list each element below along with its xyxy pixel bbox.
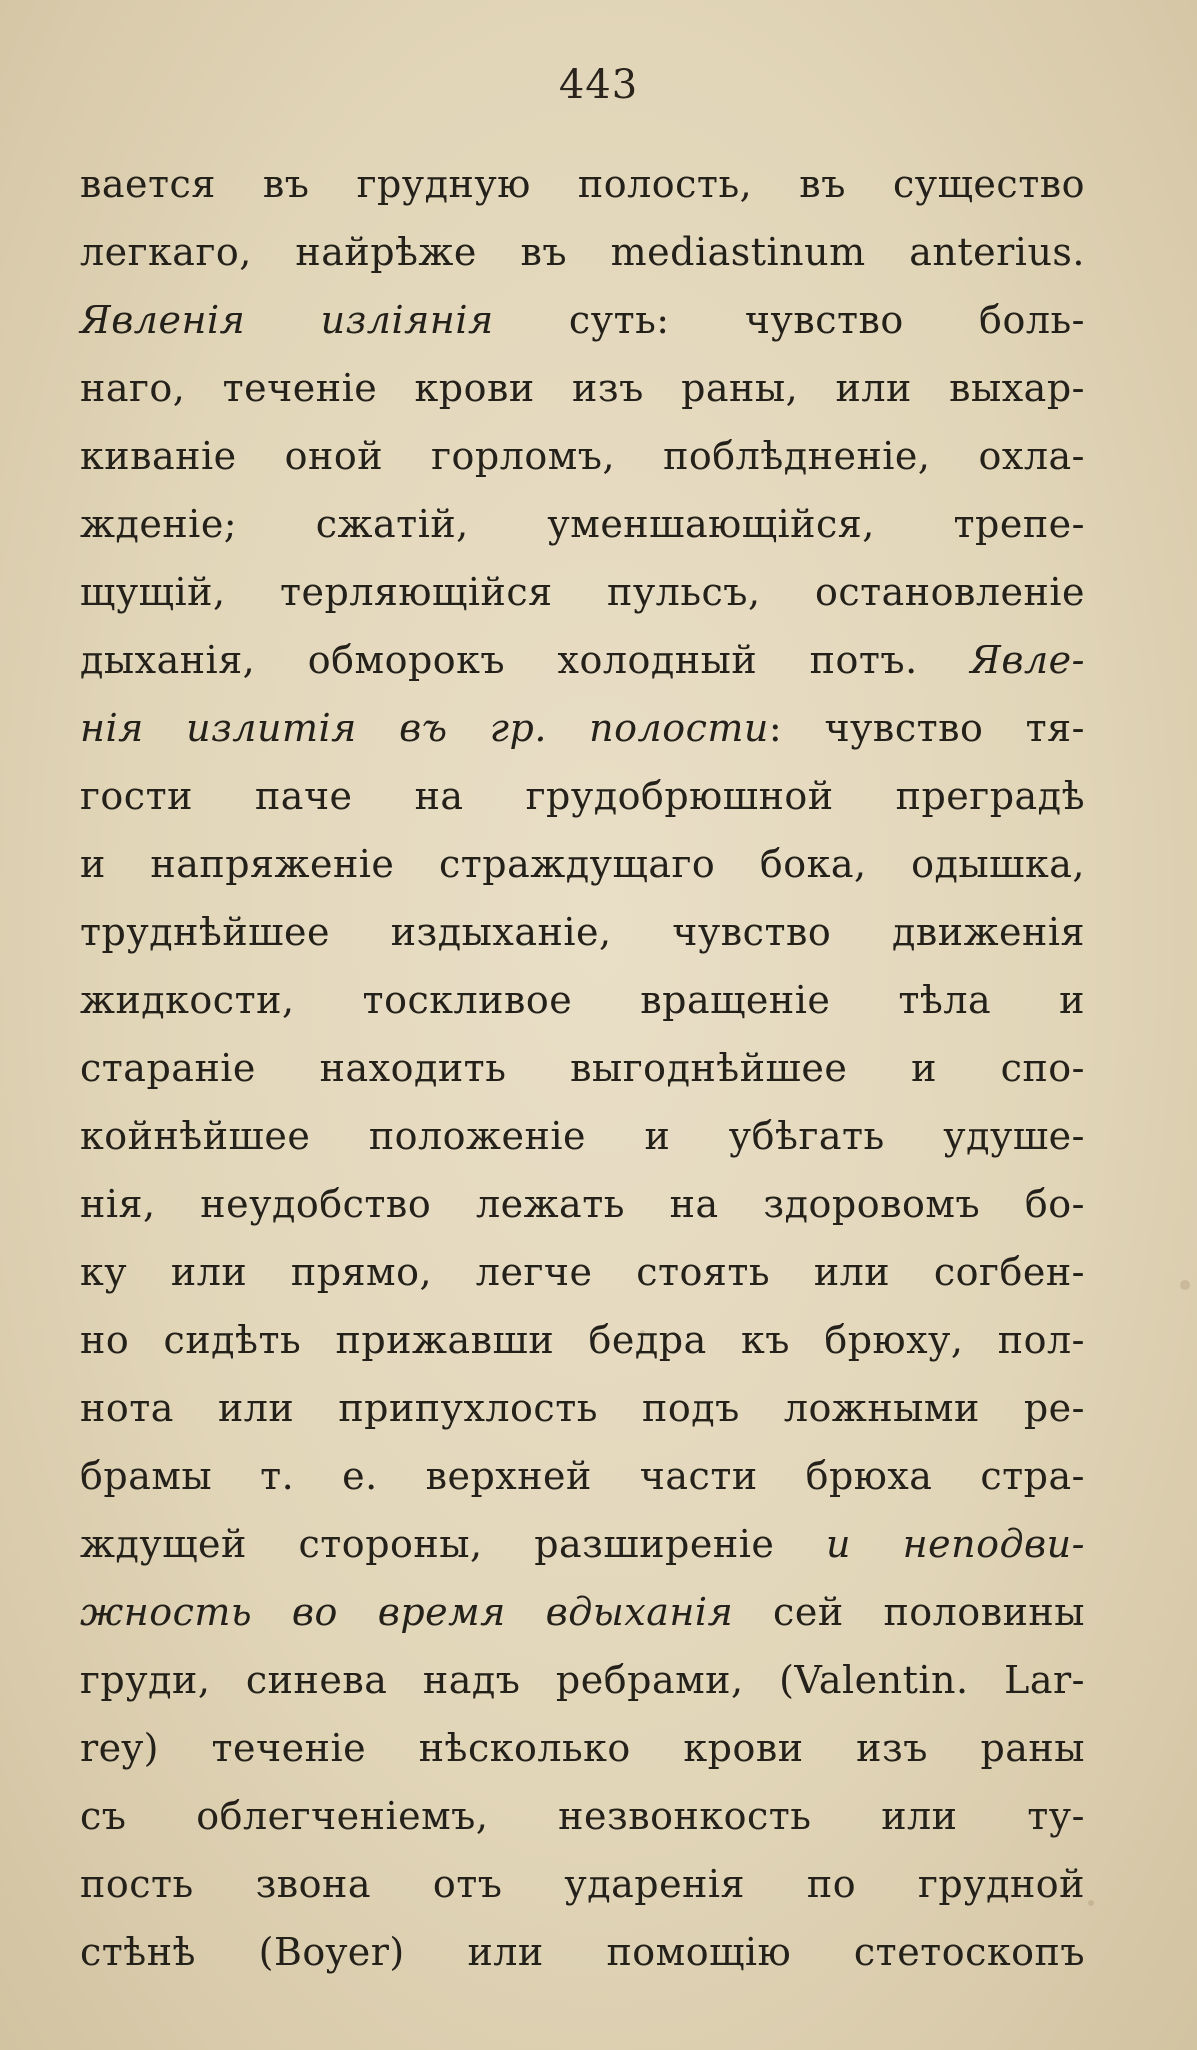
- text-line: [80, 286, 1085, 354]
- text-segment: койнѣйшее положеніе и убѣгать удуше-: [80, 1114, 1085, 1158]
- text-line: [80, 1442, 1085, 1510]
- text-line: [80, 1510, 1085, 1578]
- text-line: [80, 354, 1085, 422]
- text-segment: съ облегченіемъ, незвонкость или ту-: [80, 1794, 1085, 1838]
- text-line: [80, 1714, 1085, 1782]
- text-line: [80, 1918, 1085, 1986]
- text-segment: киваніе оной горломъ, поблѣдненіе, охла-: [80, 434, 1085, 478]
- paper-stain: [1088, 1900, 1094, 1906]
- text-line: [80, 558, 1085, 626]
- text-segment: стараніе находить выгоднѣйшее и спо-: [80, 1046, 1085, 1090]
- text-segment: наго, теченіе крови изъ раны, или выхар-: [80, 366, 1085, 410]
- text-line: [80, 1850, 1085, 1918]
- text-line: [80, 1782, 1085, 1850]
- text-line: [80, 490, 1085, 558]
- text-segment: нота или припухлость подъ ложными ре-: [80, 1386, 1085, 1430]
- text-segment: стѣнѣ (Boyer) или помощію стетоскопъ: [80, 1930, 1085, 1974]
- text-segment: легкаго, найрѣже въ mediastinum anterius.: [80, 230, 1085, 274]
- text-segment: rey) теченіе нѣсколько крови изъ раны: [80, 1726, 1085, 1770]
- text-segment: щущій, терляющійся пульсъ, остановленіе: [80, 570, 1085, 614]
- text-line: [80, 1170, 1085, 1238]
- text-line: [80, 830, 1085, 898]
- text-segment: нія, неудобство лежать на здоровомъ бо-: [80, 1182, 1085, 1226]
- text-line: [80, 150, 1085, 218]
- text-line: [80, 1034, 1085, 1102]
- text-segment: сей половины: [733, 1590, 1085, 1634]
- text-line: [80, 694, 1085, 762]
- text-segment: труднѣйшее издыханіе, чувство движенія: [80, 910, 1085, 954]
- page-number: 443: [558, 62, 639, 108]
- text-segment: суть: чувство боль-: [493, 298, 1085, 342]
- italic-text: нія излитія въ гр. полости: [80, 706, 769, 750]
- text-line: [80, 966, 1085, 1034]
- text-segment: ку или прямо, легче стоять или согбен-: [80, 1250, 1085, 1294]
- text-segment: дыханія, обморокъ холодный потъ.: [80, 638, 971, 682]
- text-segment: груди, синева надъ ребрами, (Valentin. Lar-: [80, 1658, 1085, 1702]
- text-line: [80, 1306, 1085, 1374]
- text-line: [80, 626, 1085, 694]
- text-segment: жидкости, тоскливое вращеніе тѣла и: [80, 978, 1085, 1022]
- text-line: [80, 422, 1085, 490]
- text-segment: : чувство тя-: [768, 706, 1085, 750]
- text-line: [80, 762, 1085, 830]
- text-segment: жденіе; сжатій, уменшающійся, трепе-: [80, 502, 1085, 546]
- text-segment: вается въ грудную полость, въ существо: [80, 162, 1085, 206]
- text-segment: но сидѣть прижавши бедра къ брюху, пол-: [80, 1318, 1085, 1362]
- text-line: [80, 1646, 1085, 1714]
- text-segment: брамы т. е. верхней части брюха стра-: [80, 1454, 1085, 1498]
- text-line: [80, 1238, 1085, 1306]
- text-line: [80, 218, 1085, 286]
- paper-stain: [1180, 1280, 1190, 1290]
- italic-text: и неподви-: [825, 1522, 1085, 1566]
- text-line: [80, 1374, 1085, 1442]
- italic-text: Явле-: [970, 638, 1085, 682]
- text-line: [80, 898, 1085, 966]
- text-segment: гости паче на грудобрюшной преградѣ: [80, 774, 1085, 818]
- text-segment: пость звона отъ ударенія по грудной: [80, 1862, 1085, 1906]
- text-line: [80, 1102, 1085, 1170]
- italic-text: Явленія изліянія: [80, 298, 494, 342]
- italic-text: жность во время вдыханія: [80, 1590, 734, 1634]
- body-text: [80, 150, 1085, 1986]
- text-line: [80, 1578, 1085, 1646]
- text-segment: и напряженіе страждущаго бока, одышка,: [80, 842, 1085, 886]
- text-segment: ждущей стороны, разширеніе: [80, 1522, 826, 1566]
